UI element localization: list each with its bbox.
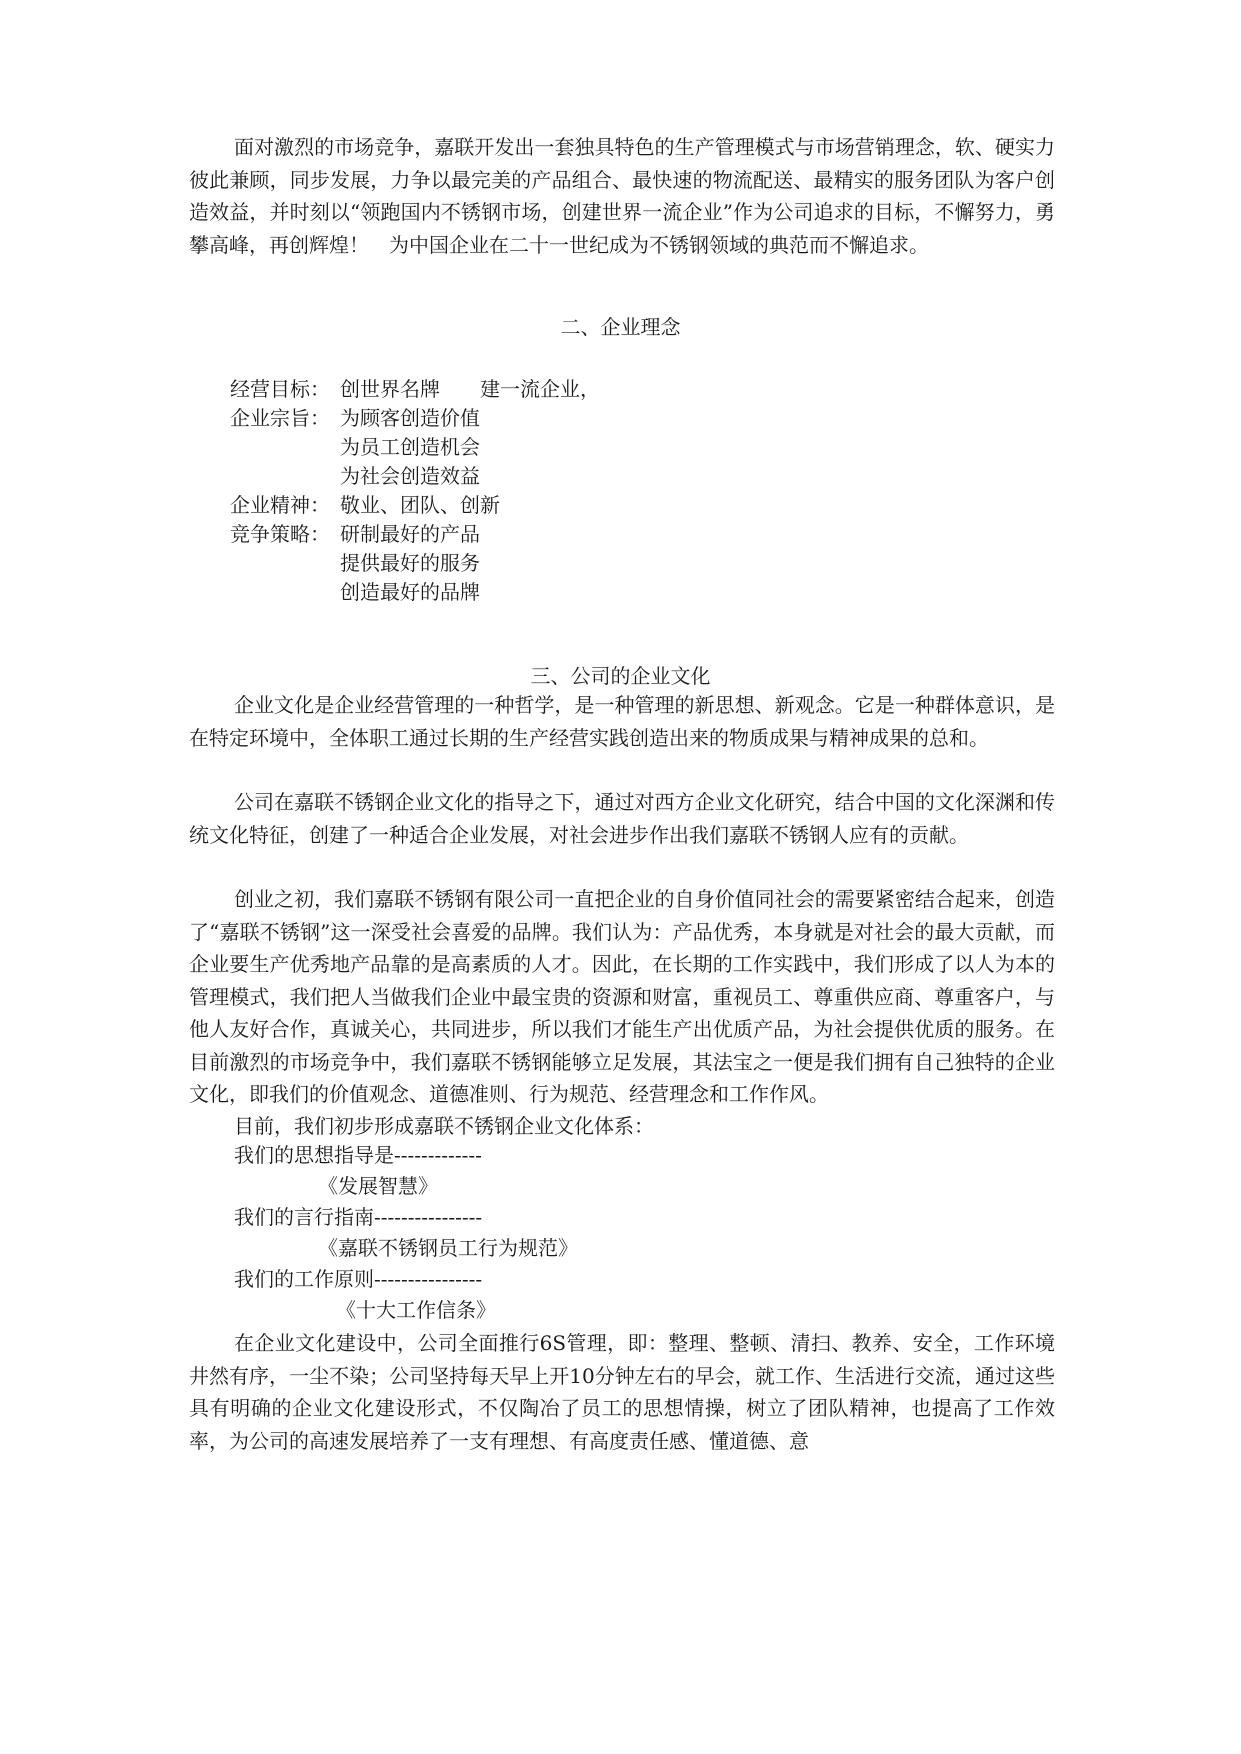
section-heading-culture: 三、公司的企业文化 — [530, 664, 711, 688]
philosophy-label-strategy: 竞争策略： — [230, 522, 330, 546]
culture-paragraph-2: 公司在嘉联不锈钢企业文化的指导之下，通过对西方企业文化研究，结合中国的文化深渊和传统文化特征，创建了一种适合企业发展，对社会进步作出我们嘉联不锈钢人应有的贡献。 — [189, 790, 1055, 847]
philosophy-value-goal: 创世界名牌 建一流企业， — [340, 377, 600, 401]
culture-paragraph-4: 目前，我们初步形成嘉联不锈钢企业文化体系： — [234, 1114, 654, 1138]
philosophy-value-purpose-3: 为社会创造效益 — [340, 464, 480, 488]
system-label-conduct: 我们的言行指南---------------- — [234, 1205, 483, 1229]
culture-closing-paragraph: 在企业文化建设中，公司全面推行6S管理，即：整理、整顿、清扫、教养、安全，工作环境井然有序，一尘不染；公司坚持每天早上开10分钟左右的早会，就工作、生活进行交流，通过这些具有明确的企业文化建设形式，不仅陶冶了员工的思想情操，树立了团队精神，也提高了工作效率，为公司的高速发展培养了一支有理想、有高度责任感、懂道德、意 — [189, 1331, 1055, 1453]
system-value-principle: 《十大工作信条》 — [336, 1298, 496, 1322]
philosophy-label-spirit: 企业精神： — [230, 493, 330, 517]
system-value-thought: 《发展智慧》 — [318, 1174, 438, 1198]
philosophy-label-goal: 经营目标： — [230, 377, 330, 401]
system-label-principle: 我们的工作原则---------------- — [234, 1267, 483, 1291]
philosophy-value-strategy-3: 创造最好的品牌 — [340, 580, 480, 604]
intro-paragraph: 面对激烈的市场竞争，嘉联开发出一套独具特色的生产管理模式与市场营销理念，软、硬实力彼此兼顾，同步发展，力争以最完美的产品组合、最快速的物流配送、最精实的服务团队为客户创造效益，并时刻以“领跑国内不锈钢市场，创建世界一流企业”作为公司追求的目标，不懈努力，勇攀高峰，再创辉煌！ 为中国企业在二十一世纪成为不锈钢领域的典范而不懈追求。 — [189, 135, 1055, 257]
philosophy-value-purpose-2: 为员工创造机会 — [340, 435, 480, 459]
philosophy-value-purpose-1: 为顾客创造价值 — [340, 406, 480, 430]
culture-paragraph-1: 企业文化是企业经营管理的一种哲学，是一种管理的新思想、新观念。它是一种群体意识，是在特定环境中，全体职工通过长期的生产经营实践创造出来的物质成果与精神成果的总和。 — [189, 693, 1055, 750]
philosophy-value-spirit: 敬业、团队、创新 — [340, 493, 500, 517]
system-value-conduct: 《嘉联不锈钢员工行为规范》 — [318, 1236, 578, 1260]
section-heading-philosophy: 二、企业理念 — [560, 315, 681, 339]
philosophy-label-purpose: 企业宗旨： — [230, 406, 330, 430]
culture-paragraph-3: 创业之初，我们嘉联不锈钢有限公司一直把企业的自身价值同社会的需要紧密结合起来，创造了“嘉联不锈钢”这一深受社会喜爱的品牌。我们认为：产品优秀，本身就是对社会的最大贡献，而企业要生产优秀地产品靠的是高素质的人才。因此，在长期的工作实践中，我们形成了以人为本的管理模式，我们把人当做我们企业中最宝贵的资源和财富，重视员工、尊重供应商、尊重客户，与他人友好合作，真诚关心，共同进步，所以我们才能生产出优质产品，为社会提供优质的服务。在目前激烈的市场竞争中，我们嘉联不锈钢能够立足发展，其法宝之一便是我们拥有自己独特的企业文化，即我们的价值观念、道德准则、行为规范、经营理念和工作作风。 — [189, 887, 1055, 1106]
system-label-thought: 我们的思想指导是------------- — [234, 1143, 482, 1167]
philosophy-value-strategy-2: 提供最好的服务 — [340, 551, 480, 575]
philosophy-value-strategy-1: 研制最好的产品 — [340, 522, 480, 546]
